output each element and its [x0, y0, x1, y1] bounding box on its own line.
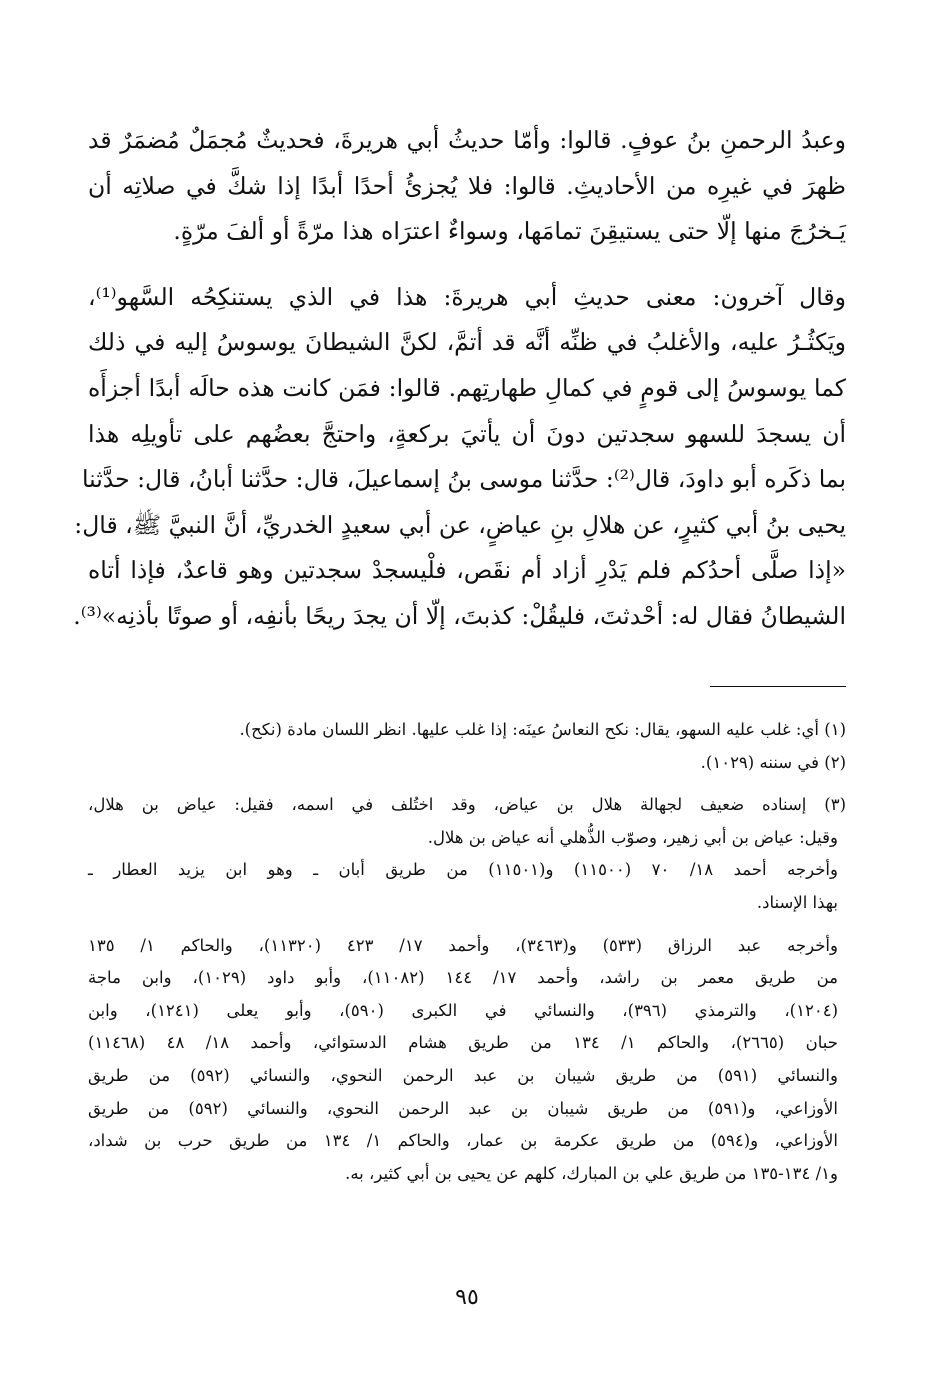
footnote-3-line: حبان (٢٦٦٥)، والحاكم ١/ ١٣٤ من طريق هشام الدستوائي، وأحمد ١٨/ ٤٨ (١١٤٦٨) — [88, 1033, 838, 1053]
footnote-gap — [88, 779, 846, 789]
body-line: كما يوسوسُ إلى قومٍ في كمالِ طهارتِهم. قالوا: فمَن كانت هذه حالَه أبدًا أجزأَه — [88, 373, 846, 402]
body-line: الشيطانُ فقال له: أحْدثتَ، فليقُلْ: كذبتَ، إلّا أن يجدَ ريحًا بأنفِه، أو صوتًا بأذنِه»⁽³⁾. — [73, 601, 846, 630]
body-line: وقال آخرون: معنى حديثِ أبي هريرةَ: هذا في الذي يستنكِحُه السَّهو⁽¹⁾، — [88, 282, 846, 311]
footnote-3-line: الأوزاعي، و(٥٩١) من طريق شيبان بن عبد الرحمن النحوي، والنسائي (٥٩٢) من طريق — [88, 1098, 838, 1118]
footnote-3-line: بهذا الإسناد. — [756, 892, 838, 912]
body-line: أن يسجدَ للسهو سجدتين دونَ أن يأتيَ بركعةٍ، واحتجَّ بعضُهم على تأويلِه هذا — [88, 419, 846, 448]
footnote-3-line: وقيل: عياض بن أبي زهير، وصوّب الذُّهلي أنه عياض بن هلال. — [427, 827, 838, 847]
footnote-2: (٢) في سننه (١٠٢٩). — [700, 752, 846, 772]
body-line: يَـخرُجَ منها إلّا حتى يستيقِنَ تمامَها، وسواءٌ اعترَاه هذا مرّةً أو ألفَ مرّةٍ. — [173, 217, 846, 246]
footnotes — [88, 714, 846, 1190]
footnote-3-line: (١٢٠٤)، والترمذي (٣٩٦)، والنسائي في الكبرى (٥٩٠)، وأبو يعلى (١٢٤١)، وابن — [88, 1000, 838, 1020]
footnote-3-line: من طريق معمر بن راشد، وأحمد ١٧/ ١٤٤ (١١٠٨٢)، وأبو داود (١٠٢٩)، وابن ماجة — [88, 968, 839, 988]
footnote-3-line: والنسائي (٥٩١) من طريق شيبان بن عبد الرحمن النحوي، والنسائي (٥٩٢) من طريق — [88, 1065, 838, 1085]
page-number: ٩٥ — [455, 1285, 479, 1310]
footnote-separator — [710, 686, 846, 687]
footnote-3-line: الأوزاعي، و(٥٩٤) من طريق عكرمة بن عمار، والحاكم ١/ ١٣٤ من طريق حرب بن شداد، — [88, 1131, 838, 1151]
body-line: «إذا صلَّى أحدُكم فلم يَدْرِ أزاد أم نقَص، فلْيسجدْ سجدتين وهو قاعدٌ، فإذا أتاه — [88, 556, 846, 585]
footnote-3-line: وأخرجه أحمد ١٨/ ٧٠ (١١٥٠٠) و(١١٥٠١) من طريق أبان ـ وهو ابن يزيد العطار ـ — [88, 860, 838, 880]
body-line: يحيى بنُ أبي كثيرٍ، عن هلالِ بنِ عياضٍ، عن أبي سعيدٍ الخدريِّ، أنَّ النبيَّ ﷺ، قال: — [74, 510, 846, 539]
footnote-gap — [88, 920, 846, 930]
body-line: ويَكثُـرُ عليه، والأغلبُ في ظنِّه أنَّه قد أتمَّ، لكنَّ الشيطانَ يوسوسُ إليه في ذلك — [88, 328, 846, 357]
main-text — [73, 118, 846, 640]
body-line: ظهرَ في غيرِه من الأحاديثِ. قالوا: فلا يُجزئُ أحدًا أبدًا إذا شكَّ في صلاتِه أن — [88, 171, 846, 200]
body-line: بما ذكَره أبو داودَ، قال⁽²⁾: حدَّثنا موسى بنُ إسماعيلَ، قال: حدَّثنا أبانُ، قال: حدَّثنا — [82, 465, 846, 494]
footnote-3-line: وأخرجه عبد الرزاق (٥٣٣) و(٣٤٦٣)، وأحمد ١٧/ ٤٢٣ (١١٣٢٠)، والحاكم ١/ ١٣٥ — [88, 935, 838, 955]
footnote-3-line: و١/ ١٣٤-١٣٥ من طريق علي بن المبارك، كلهم عن يحيى بن أبي كثير، به. — [345, 1163, 838, 1183]
footnote-1: (١) أي: غلب عليه السهو، يقال: نكح النعاسُ عينَه: إذا غلب عليها. انظر اللسان مادة (نكح). — [239, 720, 846, 739]
paragraph-break — [88, 255, 846, 275]
footnote-3-line: (٣) إسناده ضعيف لجهالة هلال بن عياض، وقد اختُلف في اسمه، فقيل: عياض بن هلال، — [88, 795, 846, 815]
body-line: وعبدُ الرحمنِ بنُ عوفٍ. قالوا: وأمّا حديثُ أبي هريرةَ، فحديثٌ مُجمَلٌ مُضمَرٌ قد — [88, 126, 846, 154]
